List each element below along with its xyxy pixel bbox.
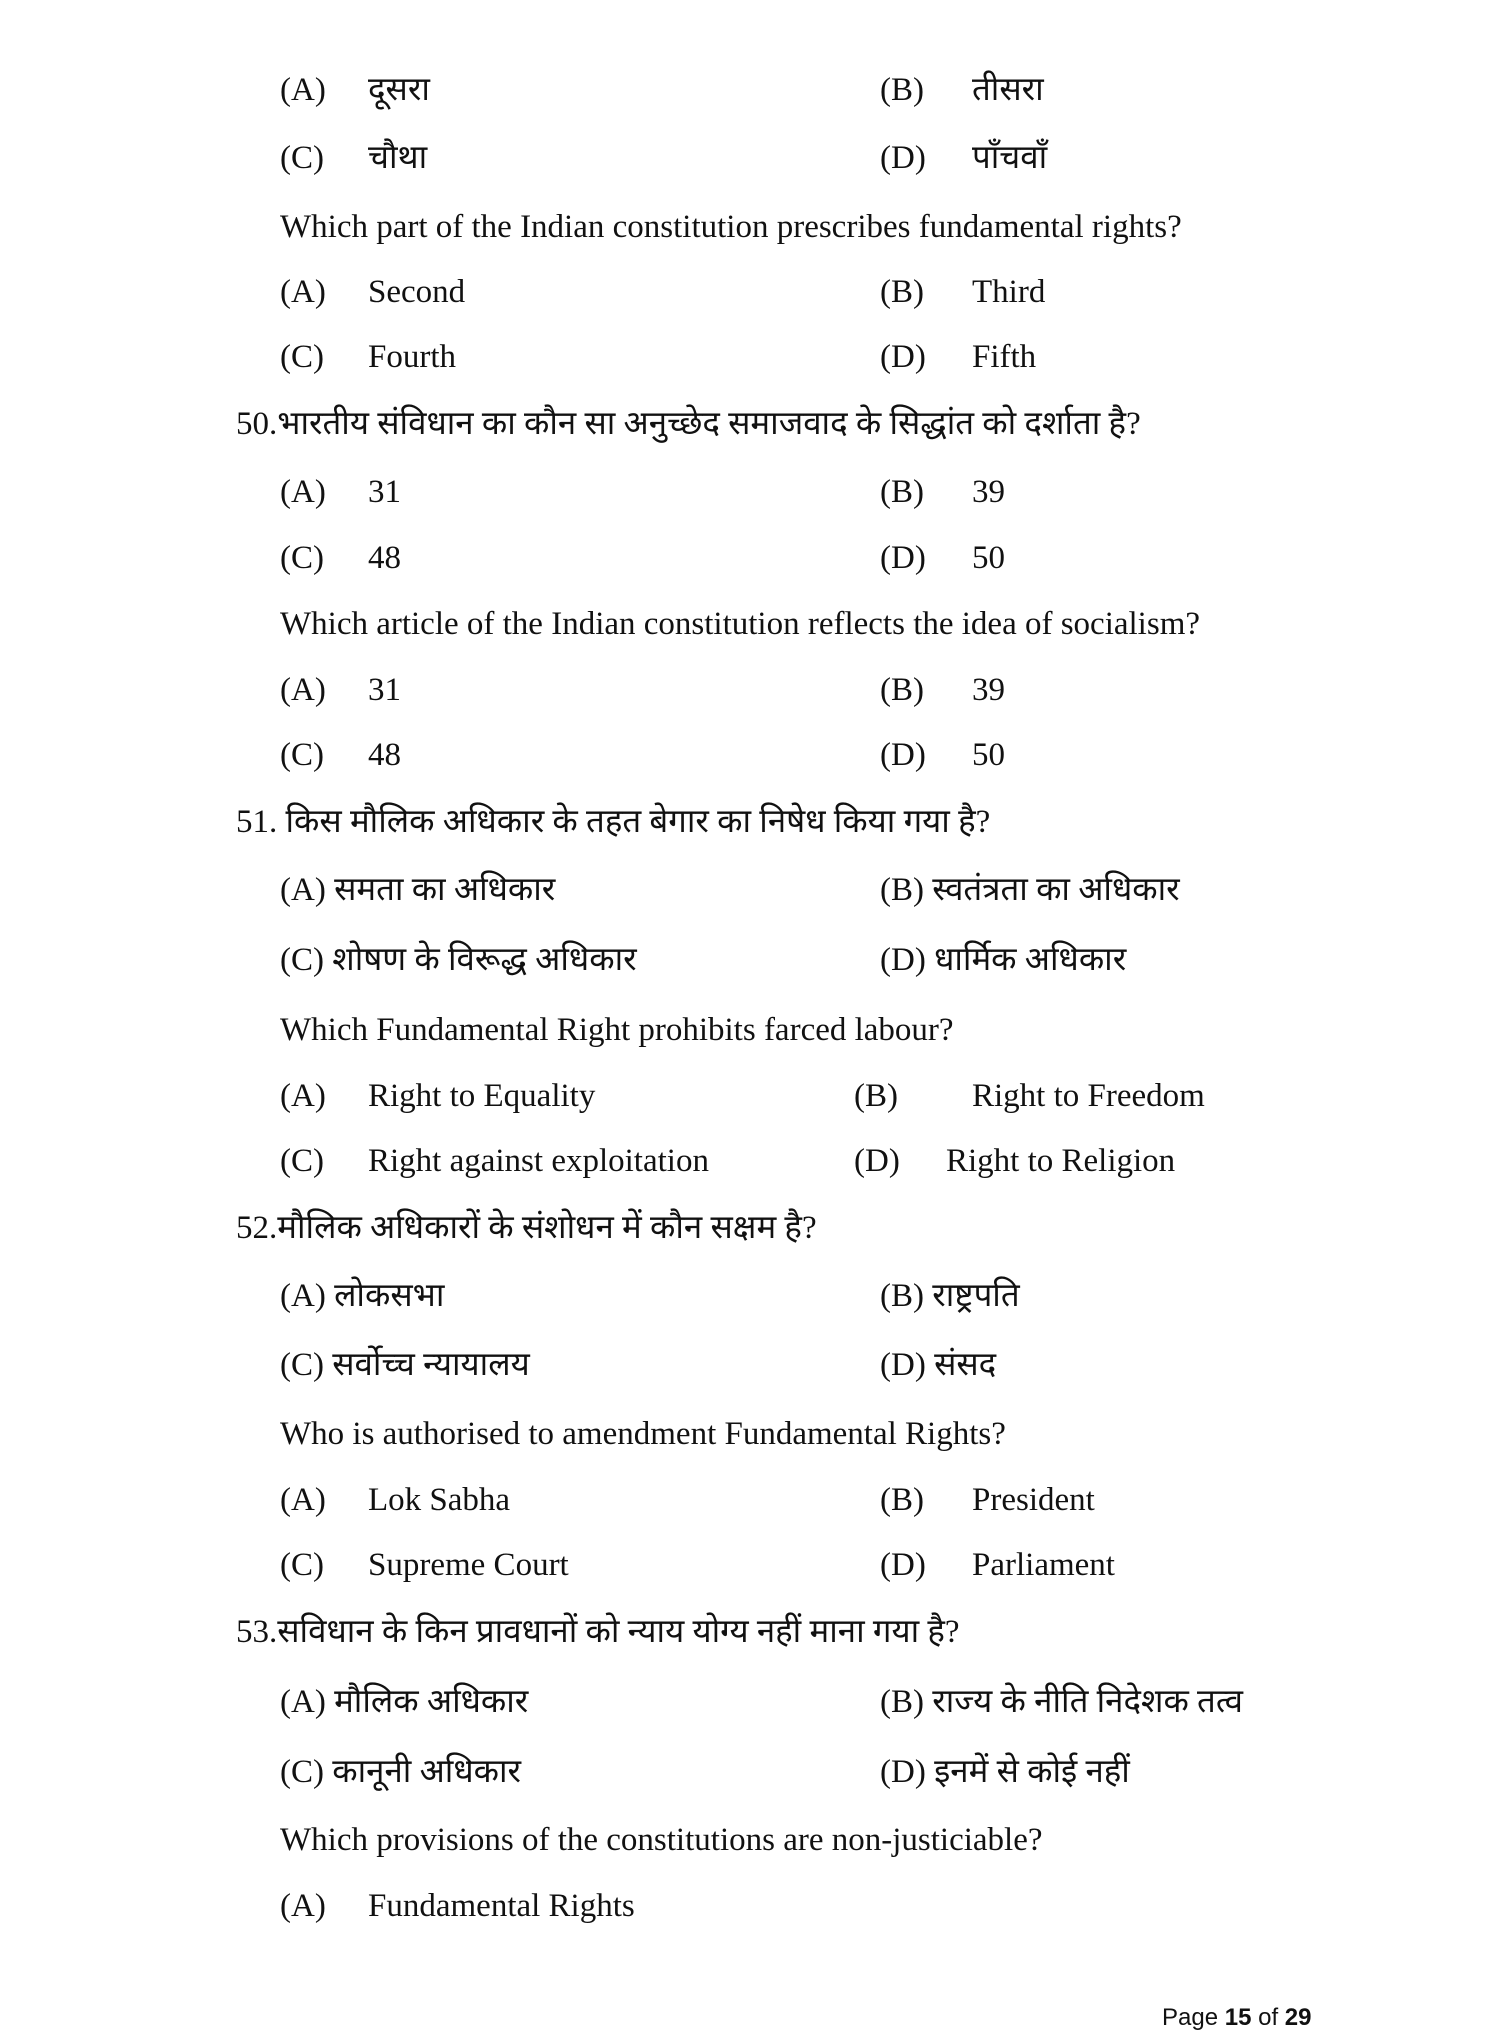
- option-label: (B): [880, 274, 924, 310]
- page-of: of: [1258, 2004, 1279, 2031]
- option-label: (A): [280, 1482, 326, 1518]
- option-label: (C): [280, 339, 324, 375]
- option-text: 31: [368, 474, 401, 510]
- option-text: राष्ट्रपति: [932, 1278, 1020, 1314]
- option-d: [880, 1345, 996, 1385]
- option-b: [880, 472, 1005, 512]
- option-a: [280, 472, 401, 512]
- option-b: [880, 1480, 1095, 1520]
- option-label: (A): [280, 1078, 326, 1114]
- option-d: [880, 940, 1126, 980]
- option-text: 39: [972, 672, 1005, 708]
- option-text: 48: [368, 540, 401, 576]
- question-text-en: Who is authorised to amendment Fundamental Rights?: [280, 1416, 1006, 1452]
- option-d: [880, 735, 1005, 775]
- option-text: मौलिक अधिकार: [334, 1684, 529, 1720]
- option-text: Fourth: [368, 339, 457, 375]
- question-text-en: Which provisions of the constitutions are non-justiciable?: [280, 1822, 1043, 1858]
- option-text: समता का अधिकार: [334, 872, 556, 908]
- option-c: [280, 1141, 709, 1181]
- option-d: [854, 1141, 1176, 1181]
- option-b: [854, 1076, 1205, 1116]
- question-text-hi: 53.सविधान के किन प्रावधानों को न्याय योग्य नहीं माना गया है?: [236, 1614, 960, 1650]
- option-label: (B): [880, 1482, 924, 1518]
- option-label: (B): [880, 872, 924, 908]
- option-label: (B): [854, 1078, 898, 1114]
- option-label: (C): [280, 1347, 324, 1383]
- option-a: [280, 1076, 596, 1116]
- option-label: (D): [880, 1547, 926, 1583]
- option-a: [280, 870, 555, 910]
- option-text: 50: [972, 540, 1005, 576]
- option-c: [280, 138, 428, 178]
- option-label: (D): [880, 1754, 926, 1790]
- option-b: [880, 1276, 1020, 1316]
- option-text: धार्मिक अधिकार: [934, 942, 1127, 978]
- option-text: इनमें से कोई नहीं: [934, 1754, 1130, 1790]
- option-text: Fundamental Rights: [368, 1888, 635, 1924]
- option-label: (D): [880, 540, 926, 576]
- option-text: Supreme Court: [368, 1547, 569, 1583]
- page-number: [1162, 2004, 1312, 2032]
- option-label: (A): [280, 672, 326, 708]
- question-text-en: Which Fundamental Right prohibits farced labour?: [280, 1012, 954, 1048]
- option-label: (D): [880, 737, 926, 773]
- option-text: स्वतंत्रता का अधिकार: [932, 872, 1180, 908]
- option-b: [880, 670, 1005, 710]
- option-text: संसद: [934, 1347, 997, 1383]
- option-label: (C): [280, 942, 324, 978]
- option-text: चौथा: [368, 140, 428, 176]
- option-c: [280, 940, 637, 980]
- option-label: (C): [280, 737, 324, 773]
- question-text-hi: 50.भारतीय संविधान का कौन सा अनुच्छेद समाजवाद के सिद्धांत को दर्शाता है?: [236, 406, 1141, 442]
- option-text: कानूनी अधिकार: [332, 1754, 522, 1790]
- option-label: (B): [880, 474, 924, 510]
- option-d: [880, 1545, 1115, 1585]
- option-label: (D): [880, 1347, 926, 1383]
- option-b: [880, 1682, 1243, 1722]
- option-label: (B): [880, 1278, 924, 1314]
- option-label: (B): [880, 72, 924, 108]
- page-word: Page: [1162, 2004, 1219, 2031]
- option-text: पाँचवाँ: [972, 140, 1048, 176]
- option-a: [280, 1886, 635, 1926]
- option-label: (C): [280, 1547, 324, 1583]
- option-b: [880, 870, 1180, 910]
- option-text: Second: [368, 274, 466, 310]
- option-c: [280, 735, 401, 775]
- option-text: शोषण के विरूद्ध अधिकार: [332, 942, 637, 978]
- option-text: Lok Sabha: [368, 1482, 511, 1518]
- option-label: (A): [280, 872, 326, 908]
- option-label: (D): [880, 339, 926, 375]
- option-label: (A): [280, 1684, 326, 1720]
- option-text: तीसरा: [972, 72, 1044, 108]
- option-text: राज्य के नीति निदेशक तत्व: [932, 1684, 1243, 1720]
- option-label: (C): [280, 1143, 324, 1179]
- option-label: (A): [280, 1888, 326, 1924]
- question-text-hi: 52.मौलिक अधिकारों के संशोधन में कौन सक्षम है?: [236, 1210, 817, 1246]
- option-text: Fifth: [972, 339, 1037, 375]
- option-text: Right to Religion: [946, 1143, 1176, 1179]
- option-a: [280, 1276, 444, 1316]
- option-a: [280, 272, 466, 312]
- option-label: (A): [280, 474, 326, 510]
- question-text-en: Which part of the Indian constitution prescribes fundamental rights?: [280, 209, 1182, 245]
- option-text: 50: [972, 737, 1005, 773]
- option-text: लोकसभा: [334, 1278, 445, 1314]
- option-label: (B): [880, 672, 924, 708]
- option-text: Right to Equality: [368, 1078, 596, 1114]
- option-text: सर्वोच्च न्यायालय: [332, 1347, 530, 1383]
- option-c: [280, 1345, 530, 1385]
- option-label: (B): [880, 1684, 924, 1720]
- option-label: (C): [280, 140, 324, 176]
- option-c: [280, 1752, 521, 1792]
- option-label: (D): [880, 140, 926, 176]
- option-d: [880, 1752, 1130, 1792]
- question-text-hi: 51. किस मौलिक अधिकार के तहत बेगार का निषेध किया गया है?: [236, 804, 991, 840]
- option-c: [280, 337, 457, 377]
- option-label: (A): [280, 274, 326, 310]
- option-d: [880, 138, 1048, 178]
- option-a: [280, 1682, 528, 1722]
- option-d: [880, 337, 1037, 377]
- option-label: (D): [880, 942, 926, 978]
- option-text: President: [972, 1482, 1095, 1518]
- option-label: (A): [280, 72, 326, 108]
- option-text: 39: [972, 474, 1005, 510]
- option-d: [880, 538, 1005, 578]
- option-a: [280, 70, 430, 110]
- option-text: 31: [368, 672, 401, 708]
- question-text-en: Which article of the Indian constitution reflects the idea of socialism?: [280, 606, 1201, 642]
- page-current: 15: [1224, 2004, 1252, 2031]
- option-text: Right to Freedom: [972, 1078, 1205, 1114]
- option-b: [880, 272, 1046, 312]
- option-c: [280, 1545, 569, 1585]
- option-text: Third: [972, 274, 1046, 310]
- option-text: Right against exploitation: [368, 1143, 709, 1179]
- option-label: (C): [280, 540, 324, 576]
- option-label: (D): [854, 1143, 900, 1179]
- page-total: 29: [1284, 2004, 1312, 2031]
- option-b: [880, 70, 1044, 110]
- option-text: Parliament: [972, 1547, 1115, 1583]
- option-a: [280, 670, 401, 710]
- option-label: (C): [280, 1754, 324, 1790]
- option-text: दूसरा: [368, 72, 430, 108]
- option-text: 48: [368, 737, 401, 773]
- option-a: [280, 1480, 511, 1520]
- option-c: [280, 538, 401, 578]
- option-label: (A): [280, 1278, 326, 1314]
